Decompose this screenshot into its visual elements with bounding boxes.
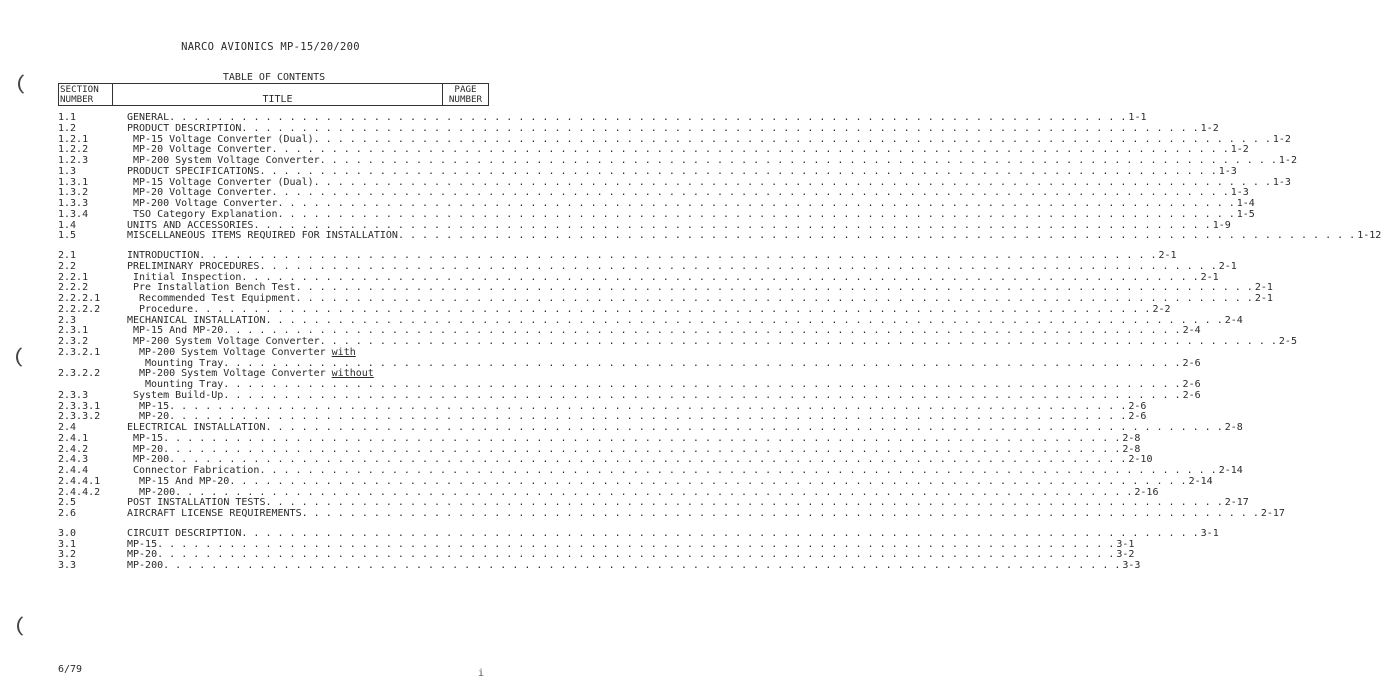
toc-entry (58, 475, 1213, 487)
revision-date: 6/79 (58, 664, 83, 675)
toc-section-number: 1.3.4 (58, 208, 89, 220)
section-number-header (59, 84, 113, 105)
toc-section-number: 3.3 (58, 560, 77, 571)
toc-entry (58, 486, 1159, 498)
toc-entry (58, 389, 1201, 401)
toc-entry (58, 379, 1201, 390)
binder-hole-mark-top (18, 72, 34, 96)
toc-leader-dots: . . . . . . . . . . . . . . . . . . . . . . . . . . . . . . . . . . . . . . . . . . . . . . . . . . . . . . . . . . . . . . . . . . . . . . . . . . . . . . . . (157, 549, 1115, 561)
toc-page-number: 2-5 (1278, 336, 1297, 347)
toc-section-number: 2.5 (58, 497, 77, 509)
toc-leader-dots (356, 347, 488, 358)
toc-entry-title: MP-20 (133, 443, 164, 455)
toc-section-number: 1.3.2 (58, 187, 89, 199)
toc-entry-title: ELECTRICAL INSTALLATION (127, 422, 266, 433)
toc-title: TABLE OF CONTENTS (222, 72, 326, 83)
toc-leader-dots: . . . . . . . . . . . . . . . . . . . . . . . . . . . . . . . . . . . . . . . . . . . . . . . . . . . . . . . . . . . . . . . . . . . . . . . . . . . . . . . . (265, 422, 1223, 433)
toc-entry (58, 549, 1135, 561)
toc-entry-title: POST INSTALLATION TESTS (127, 497, 266, 509)
toc-section-number: 2.4.3 (58, 454, 89, 466)
toc-page-number: 1-2 (1230, 144, 1249, 156)
toc-page-number: 2-10 (1128, 454, 1153, 466)
toc-section-number: 1.2.1 (58, 133, 89, 145)
toc-entry-title: Connector Fabrication (133, 465, 260, 476)
toc-page-number: 2-1 (1218, 260, 1237, 272)
toc-leader-dots: . . . . . . . . . . . . . . . . . . . . . . . . . . . . . . . . . . . . . . . . . . . . . . . . . . . . . . . . . . . . . . . . . . . . . . . . . . . . . . . . (265, 497, 1223, 509)
toc-leader-dots: . . . . . . . . . . . . . . . . . . . . . . . . . . . . . . . . . . . . . . . . . . . . . . . . . . . . . . . . . . . . . . . . . . . . . . . . . . . . . . . . (223, 325, 1181, 337)
toc-page-number: 1-3 (1272, 176, 1291, 188)
toc-leader-dots: . . . . . . . . . . . . . . . . . . . . . . . . . . . . . . . . . . . . . . . . . . . . . . . . . . . . . . . . . . . . . . . . . . . . . . . . . . . . . . . . (295, 293, 1253, 304)
toc-section-number: 1.2 (58, 122, 77, 134)
toc-entry (58, 155, 1297, 166)
toc-entry (58, 508, 1285, 519)
toc-entry-title (139, 368, 374, 379)
toc-page-number: 3-1 (1200, 527, 1219, 539)
toc-section-number: 1.3.1 (58, 176, 89, 188)
toc-entry-title: MECHANICAL INSTALLATION (127, 314, 266, 326)
toc-leader-dots: . . . . . . . . . . . . . . . . . . . . . . . . . . . . . . . . . . . . . . . . . . . . . . . . . . . . . . . . . . . . . . . . . . . . . . . . . . . . . . . . (199, 250, 1157, 261)
toc-section-number: 2.3.1 (58, 325, 89, 337)
toc-leader-dots: . . . . . . . . . . . . . . . . . . . . . . . . . . . . . . . . . . . . . . . . . . . . . . . . . . . . . . . . . . . . . . . . . . . . . . . . . . . . . . . . (163, 432, 1121, 444)
toc-entry (58, 230, 1381, 242)
toc-section-number: 2.3.2.1 (58, 346, 101, 358)
toc-entry (58, 443, 1141, 455)
toc-entry-title: Initial Inspection (133, 271, 242, 283)
toc-entry-title: TSO Category Explanation (133, 208, 278, 220)
toc-leader-dots: . . . . . . . . . . . . . . . . . . . . . . . . . . . . . . . . . . . . . . . . . . . . . . . . . . . . . . . . . . . . . . . . . . . . . . . . . . . . . . . . (295, 282, 1253, 294)
page-number: i (478, 668, 485, 679)
toc-entry-title: MP-200 (127, 560, 164, 571)
toc-entry (58, 368, 490, 379)
toc-entry-title (139, 347, 356, 358)
toc-page-number: 2-1 (1254, 282, 1273, 294)
toc-page-number: 1-5 (1236, 208, 1255, 220)
toc-section-number: 2.6 (58, 508, 77, 519)
toc-page-number: 1-12 (1357, 230, 1381, 242)
toc-leader-dots: . . . . . . . . . . . . . . . . . . . . . . . . . . . . . . . . . . . . . . . . . . . . . . . . . . . . . . . . . . . . . . . . . . . . . . . . . . . . . . . . (319, 155, 1277, 166)
toc-leader-dots: . . . . . . . . . . . . . . . . . . . . . . . . . . . . . . . . . . . . . . . . . . . . . . . . . . . . . . . . . . . . . . . . . . . . . . . . . . . . . . . . (163, 560, 1121, 571)
toc-leader-dots: . . . . . . . . . . . . . . . . . . . . . . . . . . . . . . . . . . . . . . . . . . . . . . . . . . . . . . . . . . . . . . . . . . . . . . . . . . . . . . . . (241, 527, 1199, 539)
toc-leader-dots: . . . . . . . . . . . . . . . . . . . . . . . . . . . . . . . . . . . . . . . . . . . . . . . . . . . . . . . . . . . . . . . . . . . . . . . . . . . . . . . . (229, 475, 1187, 487)
toc-entry (58, 133, 1291, 145)
binder-hole-mark-bottom (17, 614, 33, 638)
toc-entry-title: MP-200 Voltage Converter (133, 198, 278, 209)
toc-entry-title-text: MP-200 System Voltage Converter (139, 368, 332, 380)
toc-section-number: 2.4.2 (58, 443, 89, 455)
toc-leader-dots: . . . . . . . . . . . . . . . . . . . . . . . . . . . . . . . . . . . . . . . . . . . . . . . . . . . . . . . . . . . . . . . . . . . . . . . . . . . . . . . . (265, 314, 1223, 326)
toc-entry-title: MP-20 (139, 411, 170, 423)
toc-entry-title: GENERAL (127, 112, 170, 123)
toc-leader-dots: . . . . . . . . . . . . . . . . . . . . . . . . . . . . . . . . . . . . . . . . . . . . . . . . . . . . . . . . . . . . . . . . . . . . . . . . . . . . . . . . (157, 538, 1115, 550)
toc-entry-title: MISCELLANEOUS ITEMS REQUIRED FOR INSTALLATION (127, 230, 398, 242)
toc-page-number: 3-1 (1116, 538, 1135, 550)
toc-entry-title: MP-200 (139, 486, 176, 498)
toc-entry (58, 282, 1273, 294)
toc-entry-title: MP-15 (139, 400, 170, 412)
title-header: TITLE (113, 84, 443, 105)
toc-page-number: 3-3 (1122, 560, 1141, 571)
toc-entry-title: Mounting Tray (145, 357, 224, 369)
toc-page-number: 2-2 (1152, 303, 1171, 315)
toc-page-number: 2-1 (1254, 293, 1273, 304)
toc-page-number: 2-1 (1200, 271, 1219, 283)
toc-leader-dots: . . . . . . . . . . . . . . . . . . . . . . . . . . . . . . . . . . . . . . . . . . . . . . . . . . . . . . . . . . . . . . . . . . . . . . . . . . . . . . . . (175, 486, 1133, 498)
toc-leader-dots: . . . . . . . . . . . . . . . . . . . . . . . . . . . . . . . . . . . . . . . . . . . . . . . . . . . . . . . . . . . . . . . . . . . . . . . . . . . . . . . . (223, 389, 1181, 401)
section-header-line-2: NUMBER (60, 94, 94, 105)
toc-entry (58, 293, 1273, 304)
toc-entry (58, 271, 1219, 283)
toc-entry-title: CIRCUIT DESCRIPTION (127, 527, 242, 539)
toc-leader-dots: . . . . . . . . . . . . . . . . . . . . . . . . . . . . . . . . . . . . . . . . . . . . . . . . . . . . . . . . . . . . . . . . . . . . . . . . . . . . . . . . (319, 336, 1277, 347)
toc-entry (58, 112, 1147, 123)
toc-section-number: 1.2.2 (58, 144, 89, 156)
toc-entry (58, 122, 1219, 134)
toc-entry (58, 422, 1243, 433)
toc-leader-dots: . . . . . . . . . . . . . . . . . . . . . . . . . . . . . . . . . . . . . . . . . . . . . . . . . . . . . . . . . . . . . . . . . . . . . . . . . . . . . . . . (193, 303, 1151, 315)
toc-leader-dots: . . . . . . . . . . . . . . . . . . . . . . . . . . . . . . . . . . . . . . . . . . . . . . . . . . . . . . . . . . . . . . . . . . . . . . . . . . . . . . . . (169, 112, 1127, 123)
toc-section-number: 2.2.2.1 (58, 293, 101, 304)
page-header-line-2: NUMBER (448, 94, 483, 105)
toc-entry-title: MP-15 And MP-20 (139, 475, 230, 487)
toc-page-number: 2-8 (1122, 432, 1141, 444)
toc-entry-title: System Build-Up (133, 389, 224, 401)
toc-entry-title: MP-15 (133, 432, 164, 444)
toc-page-number (488, 347, 490, 358)
toc-leader-dots: . . . . . . . . . . . . . . . . . . . . . . . . . . . . . . . . . . . . . . . . . . . . . . . . . . . . . . . . . . . . . . . . . . . . . . . . . . . . . . . . (241, 122, 1199, 134)
toc-entry-title: INTRODUCTION (127, 250, 200, 261)
toc-entry-title: MP-15 (127, 538, 158, 550)
toc-entry (58, 336, 1297, 347)
toc-entry-title: MP-20 Voltage Converter (133, 187, 272, 199)
toc-entry-title: MP-20 (127, 549, 158, 561)
toc-entry-title: MP-15 And MP-20 (133, 325, 224, 337)
toc-section-number: 2.4.4.2 (58, 486, 101, 498)
toc-entry (58, 411, 1147, 423)
toc-entry (58, 250, 1177, 261)
toc-leader-dots: . . . . . . . . . . . . . . . . . . . . . . . . . . . . . . . . . . . . . . . . . . . . . . . . . . . . . . . . . . . . . . . . . . . . . . . . . . . . . . . . (313, 176, 1271, 188)
toc-page-number: 2-6 (1128, 400, 1147, 412)
toc-entry (58, 165, 1237, 177)
toc-section-number: 2.4.1 (58, 432, 89, 444)
toc-page-number: 1-3 (1218, 165, 1237, 177)
toc-leader-dots: . . . . . . . . . . . . . . . . . . . . . . . . . . . . . . . . . . . . . . . . . . . . . . . . . . . . . . . . . . . . . . . . . . . . . . . . . . . . . . . . (301, 508, 1259, 519)
toc-entry (58, 314, 1243, 326)
toc-entry-title: Pre Installation Bench Test (133, 282, 296, 294)
toc-section-number: 2.2 (58, 260, 77, 272)
toc-page-number (488, 368, 490, 379)
toc-leader-dots: . . . . . . . . . . . . . . . . . . . . . . . . . . . . . . . . . . . . . . . . . . . . . . . . . . . . . . . . . . . . . . . . . . . . . . . . . . . . . . . . (241, 271, 1199, 283)
toc-entry (58, 527, 1219, 539)
toc-section-number: 2.2.2 (58, 282, 89, 294)
toc-entry-title: PRODUCT SPECIFICATIONS (127, 165, 260, 177)
toc-entry (58, 357, 1201, 369)
toc-entry-title: MP-200 System Voltage Converter (133, 155, 320, 166)
toc-entry-title: AIRCRAFT LICENSE REQUIREMENTS (127, 508, 302, 519)
toc-page-number: 2-8 (1224, 422, 1243, 433)
toc-page-number: 2-17 (1224, 497, 1249, 509)
toc-section-number: 2.3.3.2 (58, 411, 101, 423)
toc-entry-title: PRELIMINARY PROCEDURES (127, 260, 260, 272)
toc-entry (58, 219, 1231, 231)
toc-entry-title: UNITS AND ACCESSORIES (127, 219, 254, 231)
toc-page-number: 2-4 (1224, 314, 1243, 326)
toc-page-number: 3-2 (1116, 549, 1135, 561)
toc-entry-title: MP-15 Voltage Converter (Dual) (133, 133, 314, 145)
toc-section-number: 2.4.4 (58, 465, 89, 476)
toc-leader-dots: . . . . . . . . . . . . . . . . . . . . . . . . . . . . . . . . . . . . . . . . . . . . . . . . . . . . . . . . . . . . . . . . . . . . . . . . . . . . . . . . (169, 411, 1127, 423)
toc-section-number: 2.3.3.1 (58, 400, 101, 412)
toc-entry (58, 208, 1255, 220)
toc-page-number: 1-4 (1236, 198, 1255, 209)
toc-page-number: 2-14 (1188, 475, 1213, 487)
toc-entry (58, 144, 1249, 156)
toc-section-number: 2.4.4.1 (58, 475, 101, 487)
toc-page-number: 1-2 (1200, 122, 1219, 134)
toc-entry-title-emphasis: without (331, 368, 374, 380)
toc-page-number: 2-8 (1122, 443, 1141, 455)
toc-page-number: 2-17 (1260, 508, 1285, 519)
toc-entry-title-emphasis: with (331, 346, 356, 358)
toc-entry-title: MP-200 System Voltage Converter (133, 336, 320, 347)
toc-entry (58, 497, 1249, 509)
toc-section-number: 1.3 (58, 165, 77, 177)
toc-leader-dots: . . . . . . . . . . . . . . . . . . . . . . . . . . . . . . . . . . . . . . . . . . . . . . . . . . . . . . . . . . . . . . . . . . . . . . . . . . . . . . . . (313, 133, 1271, 145)
toc-page-number: 2-6 (1182, 389, 1201, 401)
toc-entry (58, 325, 1201, 337)
toc-leader-dots: . . . . . . . . . . . . . . . . . . . . . . . . . . . . . . . . . . . . . . . . . . . . . . . . . . . . . . . . . . . . . . . . . . . . . . . . . . . . . . . . (277, 208, 1235, 220)
toc-entry (58, 347, 490, 358)
toc-section-number: 2.2.2.2 (58, 303, 101, 315)
toc-leader-dots: . . . . . . . . . . . . . . . . . . . . . . . . . . . . . . . . . . . . . . . . . . . . . . . . . . . . . . . . . . . . . . . . . . . . . . . . . . . . . . . . (277, 198, 1235, 209)
toc-section-number: 2.3.3 (58, 389, 89, 401)
toc-entry (58, 454, 1153, 466)
toc-entry-title: Recommended Test Equipment (139, 293, 296, 304)
toc-entry (58, 303, 1171, 315)
toc-page-number: 2-16 (1134, 486, 1159, 498)
toc-entry (58, 560, 1141, 571)
toc-entry (58, 187, 1249, 199)
page-number-header (443, 84, 488, 105)
toc-section-number: 2.2.1 (58, 271, 89, 283)
toc-entry-title: MP-15 Voltage Converter (Dual) (133, 176, 314, 188)
toc-leader-dots: . . . . . . . . . . . . . . . . . . . . . . . . . . . . . . . . . . . . . . . . . . . . . . . . . . . . . . . . . . . . . . . . . . . . . . . . . . . . . . . . (169, 400, 1127, 412)
binder-hole-mark-middle (16, 345, 32, 369)
toc-page-number: 1-1 (1128, 112, 1147, 123)
toc-page-number: 1-2 (1272, 133, 1291, 145)
toc-section-number: 3.2 (58, 549, 77, 561)
toc-section-number: 2.3 (58, 314, 77, 326)
toc-leader-dots: . . . . . . . . . . . . . . . . . . . . . . . . . . . . . . . . . . . . . . . . . . . . . . . . . . . . . . . . . . . . . . . . . . . . . . . . . . . . . . . . (259, 260, 1217, 272)
toc-section-number: 1.4 (58, 219, 77, 231)
toc-page-number: 1-2 (1278, 155, 1297, 166)
toc-entry (58, 432, 1141, 444)
toc-leader-dots: . . . . . . . . . . . . . . . . . . . . . . . . . . . . . . . . . . . . . . . . . . . . . . . . . . . . . . . . . . . . . . . . . . . . . . . . . . . . . . . . (169, 454, 1127, 466)
document-header: NARCO AVIONICS MP-15/20/200 (181, 41, 360, 53)
toc-section-number: 1.5 (58, 230, 77, 242)
toc-section-number: 1.3.3 (58, 198, 89, 209)
toc-leader-dots: . . . . . . . . . . . . . . . . . . . . . . . . . . . . . . . . . . . . . . . . . . . . . . . . . . . . . . . . . . . . . . . . . . . . . . . . . . . . . . . . (223, 357, 1181, 369)
toc-page-number: 2-1 (1158, 250, 1177, 261)
toc-section-number: 1.2.3 (58, 155, 89, 166)
toc-page-number: 2-6 (1182, 379, 1201, 390)
toc-section-number: 2.4 (58, 422, 77, 433)
page-header-line-1: PAGE (454, 84, 477, 95)
toc-page-number: 2-14 (1218, 465, 1243, 476)
toc-entry-title: Procedure (139, 303, 194, 315)
toc-entry-title-text: MP-200 System Voltage Converter (139, 346, 332, 358)
toc-entry (58, 400, 1147, 412)
toc-entry-title: PRODUCT DESCRIPTION (127, 122, 242, 134)
toc-leader-dots: . . . . . . . . . . . . . . . . . . . . . . . . . . . . . . . . . . . . . . . . . . . . . . . . . . . . . . . . . . . . . . . . . . . . . . . . . . . . . . . . (259, 465, 1217, 476)
toc-entry (58, 538, 1135, 550)
toc-page-number: 1-3 (1230, 187, 1249, 199)
toc-column-header (58, 83, 489, 106)
toc-entry-title: Mounting Tray (145, 379, 224, 390)
toc-leader-dots: . . . . . . . . . . . . . . . . . . . . . . . . . . . . . . . . . . . . . . . . . . . . . . . . . . . . . . . . . . . . . . . . . . . . . . . . . . . . . . . . (271, 187, 1229, 199)
toc-page-number: 2-6 (1182, 357, 1201, 369)
toc-leader-dots: . . . . . . . . . . . . . . . . . . . . . . . . . . . . . . . . . . . . . . . . . . . . . . . . . . . . . . . . . . . . . . . . . . . . . . . . . . . . . . . . (271, 144, 1229, 156)
toc-entry-title: MP-200 (133, 454, 170, 466)
toc-entry (58, 198, 1255, 209)
toc-entry (58, 176, 1291, 188)
toc-leader-dots: . . . . . . . . . . . . . . . . . . . . . . . . . . . . . . . . . . . . . . . . . . . . . . . . . . . . . . . . . . . . . . . . . . . . . . . . . . . . . . . . (397, 230, 1356, 242)
toc-section-number: 3.1 (58, 538, 77, 550)
toc-leader-dots: . . . . . . . . . . . . . . . . . . . . . . . . . . . . . . . . . . . . . . . . . . . . . . . . . . . . . . . . . . . . . . . . . . . . . . . . . . . . . . . . (223, 379, 1181, 390)
toc-leader-dots (374, 368, 488, 379)
section-header-line-1: SECTION (60, 84, 99, 95)
toc-entry-title: MP-20 Voltage Converter (133, 144, 272, 156)
toc-section-number: 3.0 (58, 527, 77, 539)
toc-page-number: 1-9 (1212, 219, 1231, 231)
toc-leader-dots: . . . . . . . . . . . . . . . . . . . . . . . . . . . . . . . . . . . . . . . . . . . . . . . . . . . . . . . . . . . . . . . . . . . . . . . . . . . . . . . . (163, 443, 1121, 455)
toc-section-number: 2.3.2.2 (58, 368, 101, 380)
toc-page-number: 2-6 (1128, 411, 1147, 423)
toc-entry (58, 465, 1243, 476)
toc-leader-dots: . . . . . . . . . . . . . . . . . . . . . . . . . . . . . . . . . . . . . . . . . . . . . . . . . . . . . . . . . . . . . . . . . . . . . . . . . . . . . . . . (253, 219, 1211, 231)
toc-section-number: 1.1 (58, 112, 77, 123)
toc-leader-dots: . . . . . . . . . . . . . . . . . . . . . . . . . . . . . . . . . . . . . . . . . . . . . . . . . . . . . . . . . . . . . . . . . . . . . . . . . . . . . . . . (259, 165, 1217, 177)
toc-section-number: 2.3.2 (58, 336, 89, 347)
toc-entry (58, 260, 1237, 272)
toc-page-number: 2-4 (1182, 325, 1201, 337)
toc-section-number: 2.1 (58, 250, 77, 261)
